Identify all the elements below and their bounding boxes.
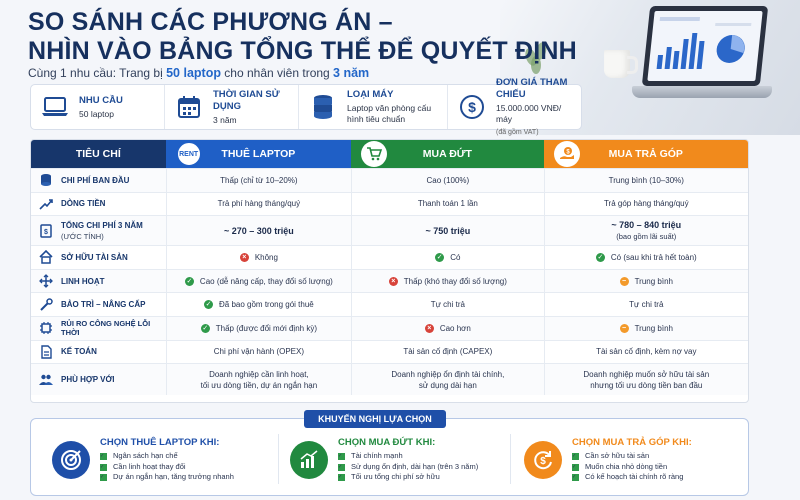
hand-coin-icon: [554, 141, 580, 167]
check-icon: ✓: [572, 453, 579, 460]
growth-chart-icon: [290, 441, 328, 479]
svg-text:$: $: [44, 228, 48, 236]
subtitle-quantity: 50 laptop: [166, 66, 221, 80]
mug-decoration: [604, 50, 630, 78]
cost-icon: [39, 224, 53, 238]
list-item: ✓ Cần linh hoạt thay đổi: [100, 461, 186, 471]
house-icon: [39, 250, 53, 264]
svg-text:$: $: [468, 99, 476, 115]
title-line-2: NHÌN VÀO BẢNG TỔNG THỂ ĐỂ QUYẾT ĐỊNH: [28, 37, 577, 65]
title-line-1: SO SÁNH CÁC PHƯƠNG ÁN –: [28, 8, 393, 36]
list-item: ✓ Cần sở hữu tài sản: [572, 451, 650, 461]
subtitle: Cùng 1 nhu cầu: Trang bị 50 laptop cho nhân viên trong 3 năm: [28, 66, 370, 80]
arrows-icon: [39, 274, 53, 288]
laptop-illustration: [632, 6, 772, 102]
list-item: ✓ Sử dụng ổn định, dài hạn (trên 3 năm): [338, 461, 479, 471]
table-row: $ TỔNG CHI PHÍ 3 NĂM (ƯỚC TÍNH) ~ 270 – 300 triệu ~ 750 triệu ~ 780 – 840 triệu (bao gồm lãi suất): [31, 215, 748, 245]
header-criteria: TIÊU CHÍ: [31, 140, 166, 168]
database-icon: [307, 91, 339, 123]
table-row: RỦI RO CÔNG NGHỆ LỖI THỜI ✓ Thấp (được đổi mới định kỳ) × Cao hơn − Trung bình: [31, 316, 748, 340]
list-item: ✓ Có kế hoạch tài chính rõ ràng: [572, 472, 684, 482]
svg-text:$: $: [565, 149, 570, 156]
info-bar: [30, 76, 582, 136]
calendar-icon: [173, 91, 205, 123]
people-icon: [39, 373, 53, 387]
target-icon: [52, 441, 90, 479]
minus-icon: −: [620, 324, 629, 333]
svg-text:$: $: [540, 456, 546, 467]
check-icon: ✓: [205, 301, 212, 309]
check-icon: ✓: [338, 474, 345, 481]
check-icon: ✓: [597, 253, 604, 261]
list-item: ✓ Tối ưu tổng chi phí sở hữu: [338, 472, 440, 482]
reco-card-buy: CHỌN MUA ĐỨT KHI: ✓ Tài chính mạnh ✓ Sử dụng ổn định, dài hạn (trên 3 năm) ✓ Tối ưu tổng chi phí sở hữu: [290, 430, 478, 490]
rent-badge-icon: RENT: [176, 141, 202, 167]
reco-card-rent: CHỌN THUÊ LAPTOP KHI: ✓ Ngân sách hạn chế ✓ Cần linh hoạt thay đổi ✓ Dự án ngắn hạn, tăng trưởng nhanh: [52, 430, 234, 490]
header-installment: $ MUA TRẢ GÓP: [544, 140, 748, 168]
cross-icon: ×: [240, 253, 249, 262]
list-item: ✓ Tài chính mạnh: [338, 451, 403, 461]
divider: [278, 434, 279, 484]
comparison-table: [30, 139, 749, 403]
table-row: DÒNG TIỀN Trả phí hàng tháng/quý Thanh toán 1 lần Trả góp hàng tháng/quý: [31, 192, 748, 216]
table-row: SỞ HỮU TÀI SẢN × Không ✓ Có ✓ Có (sau khi trả hết toàn): [31, 245, 748, 269]
list-item: ✓ Ngân sách hạn chế: [100, 451, 178, 461]
recommendation-tag: KHUYẾN NGHỊ LỰA CHỌN: [304, 410, 446, 428]
check-icon: ✓: [202, 324, 209, 332]
doc-icon: [39, 345, 53, 359]
table-row: CHI PHÍ BAN ĐẦU Thấp (chỉ từ 10–20%) Cao (100%) Trung bình (10–30%): [31, 168, 748, 192]
cross-icon: ×: [425, 324, 434, 333]
check-icon: ✓: [338, 464, 345, 471]
page-title: [28, 8, 577, 66]
laptop-icon: [39, 91, 71, 123]
dollar-icon: [456, 91, 488, 123]
divider: [510, 434, 511, 484]
header-buy: MUA ĐỨT: [351, 140, 543, 168]
table-row: PHÙ HỢP VỚI Doanh nghiệp cần linh hoạt, tối ưu dòng tiền, dự án ngắn hạn Doanh nghiệp ổn định tài chính, sử dụng dài hạn Doanh nghiệp muốn sở hữu tài sản nhưng tối ưu dòng tiền ban đầu: [31, 363, 748, 395]
header-rent: RENT THUÊ LAPTOP: [166, 140, 351, 168]
check-icon: ✓: [436, 253, 443, 261]
check-icon: ✓: [572, 474, 579, 481]
list-item: ✓ Dự án ngắn hạn, tăng trưởng nhanh: [100, 472, 234, 482]
table-row: LINH HOẠT ✓ Cao (dễ nâng cấp, thay đổi số lượng) × Thấp (khó thay đổi số lượng) − Trung bình: [31, 269, 748, 293]
check-icon: ✓: [338, 453, 345, 460]
check-icon: ✓: [100, 474, 107, 481]
info-type: LOẠI MÁY Laptop văn phòng cấu hình tiêu chuẩn: [299, 85, 448, 129]
coins-icon: [39, 173, 53, 187]
cart-icon: [361, 141, 387, 167]
check-icon: ✓: [100, 453, 107, 460]
info-duration: THỜI GIAN SỬ DỤNG 3 năm: [165, 85, 299, 129]
info-need: NHU CẦU 50 laptop: [31, 85, 165, 129]
list-item: ✓ Muốn chia nhỏ dòng tiền: [572, 461, 668, 471]
refresh-dollar-icon: [524, 441, 562, 479]
table-row: BẢO TRÌ – NÂNG CẤP ✓ Đã bao gồm trong gói thuê Tự chi trả Tự chi trả: [31, 292, 748, 316]
table-header: [31, 140, 748, 168]
chip-icon: [39, 321, 53, 335]
check-icon: ✓: [186, 277, 193, 285]
check-icon: ✓: [100, 464, 107, 471]
reco-card-installment: $ CHỌN MUA TRẢ GÓP KHI: ✓ Cần sở hữu tài sản ✓ Muốn chia nhỏ dòng tiền ✓ Có kế hoạch tài chính rõ ràng: [524, 430, 692, 490]
check-icon: ✓: [572, 464, 579, 471]
table-row: KẾ TOÁN Chi phí vận hành (OPEX) Tài sản cố định (CAPEX) Tài sản cố định, kèm nợ vay: [31, 340, 748, 364]
minus-icon: −: [620, 277, 629, 286]
tools-icon: [39, 298, 53, 312]
info-price: $ ĐƠN GIÁ THAM CHIẾU 15.000.000 VNĐ/ máy (đã gồm VAT): [448, 85, 581, 129]
cross-icon: ×: [389, 277, 398, 286]
flow-icon: [39, 197, 53, 211]
subtitle-years: 3 năm: [333, 66, 370, 80]
